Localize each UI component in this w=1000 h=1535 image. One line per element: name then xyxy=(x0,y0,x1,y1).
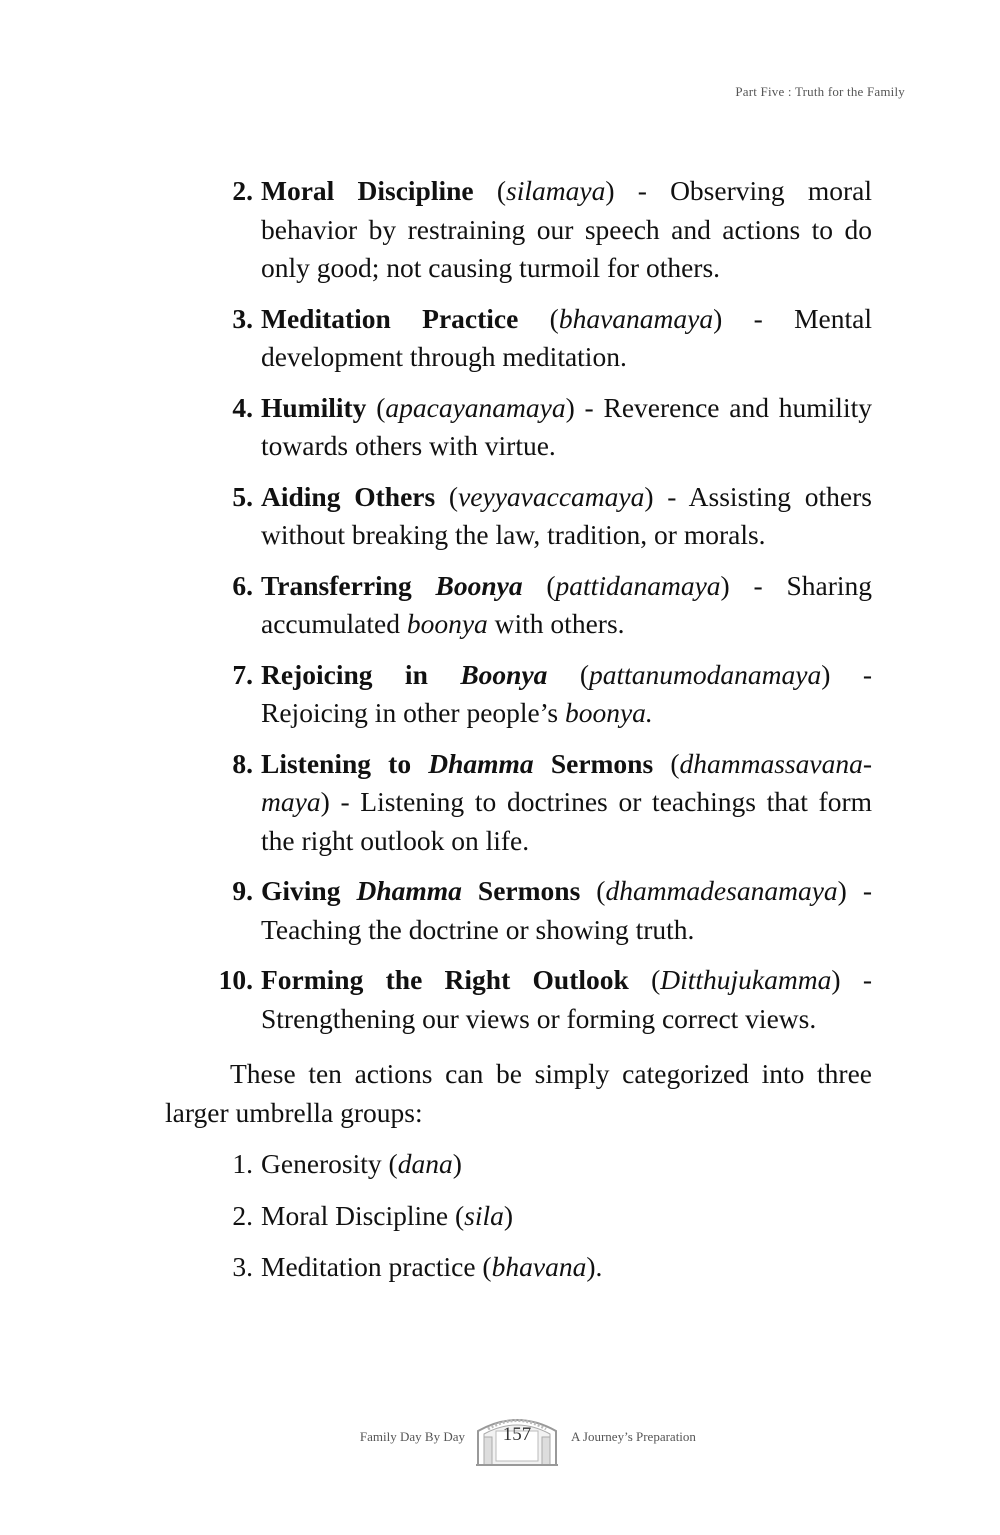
group-label: Meditation practice ( xyxy=(261,1251,492,1282)
list-item: 6. Transferring Boonya (pattidanamaya) - Sharing accumulated boonya with others. xyxy=(261,567,872,644)
item-title: Forming the Right Outlook xyxy=(261,964,629,995)
item-number: 6. xyxy=(232,569,253,601)
group-label: Moral Discipline ( xyxy=(261,1199,465,1231)
group-number: 2. xyxy=(232,1199,253,1231)
item-title-text: Rejoicing in xyxy=(261,658,461,690)
item-title-text: Listening to xyxy=(261,747,429,779)
item-title xyxy=(261,570,523,601)
item-description: - Teaching the doctrine or showing truth. xyxy=(261,875,872,945)
item-title xyxy=(261,748,653,779)
item-title-text: Giving xyxy=(261,875,357,906)
summary-paragraph: These ten actions can be simply categorized into three larger umbrella groups: xyxy=(165,1058,872,1128)
list-item: 5. Aiding Others (veyyavaccamaya) - Assisting others without breaking the law, tradition, or morals. xyxy=(261,478,872,555)
item-number: 8. xyxy=(232,747,253,779)
item-title-end: Sermons xyxy=(533,747,654,779)
item-number: 9. xyxy=(232,875,253,906)
item-title-end: Sermons xyxy=(461,875,581,906)
item-pali-term: apacayanamaya xyxy=(385,391,566,423)
list-item: 3. Meditation Practice (bhavanamaya) - Mental development through meditation. xyxy=(261,300,872,377)
group-item xyxy=(232,1145,1000,1184)
item-title-text: Transferring xyxy=(261,569,436,601)
group-item xyxy=(232,1197,1000,1236)
page-footer xyxy=(0,1413,1000,1473)
item-pali-term: dhammadesanamaya xyxy=(605,875,838,906)
group-pali-term: bhavana xyxy=(491,1251,587,1282)
footer-book-title: Family Day By Day xyxy=(359,1429,465,1444)
item-description: - Mental development through meditation. xyxy=(261,302,872,372)
item-description: - Rejoicing in other people’s xyxy=(261,658,872,728)
item-title: Meditation Practice xyxy=(261,302,519,334)
item-title-emphasis: Boonya xyxy=(460,658,548,690)
item-title-emphasis: Dhamma xyxy=(428,747,534,779)
footer-section-title: A Journey’s Preparation xyxy=(571,1429,696,1444)
list-item: 10. Forming the Right Outlook (Ditthujukamma) - Strengthening our views or forming correct views. xyxy=(261,961,872,1038)
group-number: 3. xyxy=(232,1251,253,1282)
group-pali-term: sila xyxy=(464,1199,504,1231)
item-number: 7. xyxy=(232,658,253,690)
item-title-emphasis: Boonya xyxy=(435,569,523,601)
item-description: - Observing moral behavior by restraining our speech and actions to do only good; not causing turmoil for others. xyxy=(261,175,872,283)
item-pali-term: pattanumodanamaya xyxy=(589,658,822,690)
item-title: Humility xyxy=(261,391,367,423)
group-list xyxy=(0,1145,1000,1300)
item-title xyxy=(261,659,547,690)
item-number: 10. xyxy=(218,964,253,995)
item-number: 5. xyxy=(232,480,253,512)
item-pali-term: veyyavaccamaya xyxy=(458,480,645,512)
item-number: 4. xyxy=(232,391,253,423)
list-item: 7. Rejoicing in Boonya (pattanumodanamaya) - Rejoicing in other people’s boonya. xyxy=(261,656,872,733)
item-pali-term: bhavanamaya xyxy=(558,302,714,334)
list-item: 4. Humility (apacayanamaya) - Reverence and humility towards others with virtue. xyxy=(261,389,872,466)
item-description: - Sharing accumulated xyxy=(261,569,872,639)
merit-list xyxy=(0,172,1000,1050)
group-label-end: ) xyxy=(452,1148,462,1179)
item-pali-term: Ditthujukamma xyxy=(660,964,832,995)
group-number: 1. xyxy=(232,1148,253,1179)
group-label: Generosity ( xyxy=(261,1148,398,1179)
item-pali-term: silamaya xyxy=(506,175,606,206)
item-pali-term: dhammassavana-maya xyxy=(261,747,872,817)
list-item: 9. Giving Dhamma Sermons (dhammadesanamaya) - Teaching the doctrine or showing truth. xyxy=(261,872,872,949)
running-head: Part Five : Truth for the Family xyxy=(735,84,905,99)
list-item: 8. Listening to Dhamma Sermons (dhammassavana-maya) - Listening to doctrines or teachings that form the right outlook on life. xyxy=(261,745,872,861)
item-description: - Reverence and humility towards others with virtue. xyxy=(261,391,872,461)
group-label-end: ). xyxy=(586,1251,603,1282)
item-description: - Listening to doctrines or teachings that form the right outlook on life. xyxy=(261,786,872,856)
item-number: 3. xyxy=(232,302,253,334)
item-title xyxy=(261,875,580,906)
item-number: 2. xyxy=(232,175,253,206)
item-description: - Strengthening our views or forming correct views. xyxy=(261,964,872,1034)
group-pali-term: dana xyxy=(397,1148,453,1179)
page-number: 157 xyxy=(502,1424,532,1445)
item-title-emphasis: Dhamma xyxy=(356,875,462,906)
group-item xyxy=(232,1248,1000,1287)
item-description-emphasis: boonya. xyxy=(564,697,653,728)
list-item: 2. Moral Discipline (silamaya) - Observing moral behavior by restraining our speech and actions to do only good; not causing turmoil for others. xyxy=(261,172,872,288)
item-title: Moral Discipline xyxy=(261,175,474,206)
group-label-end: ) xyxy=(503,1199,514,1231)
item-title: Aiding Others xyxy=(261,480,436,512)
item-description: - Assisting others without breaking the law, tradition, or morals. xyxy=(261,480,872,550)
item-pali-term: pattidanamaya xyxy=(555,569,721,601)
item-description-emphasis: boonya xyxy=(406,608,488,639)
item-description-end: with others. xyxy=(487,608,625,639)
